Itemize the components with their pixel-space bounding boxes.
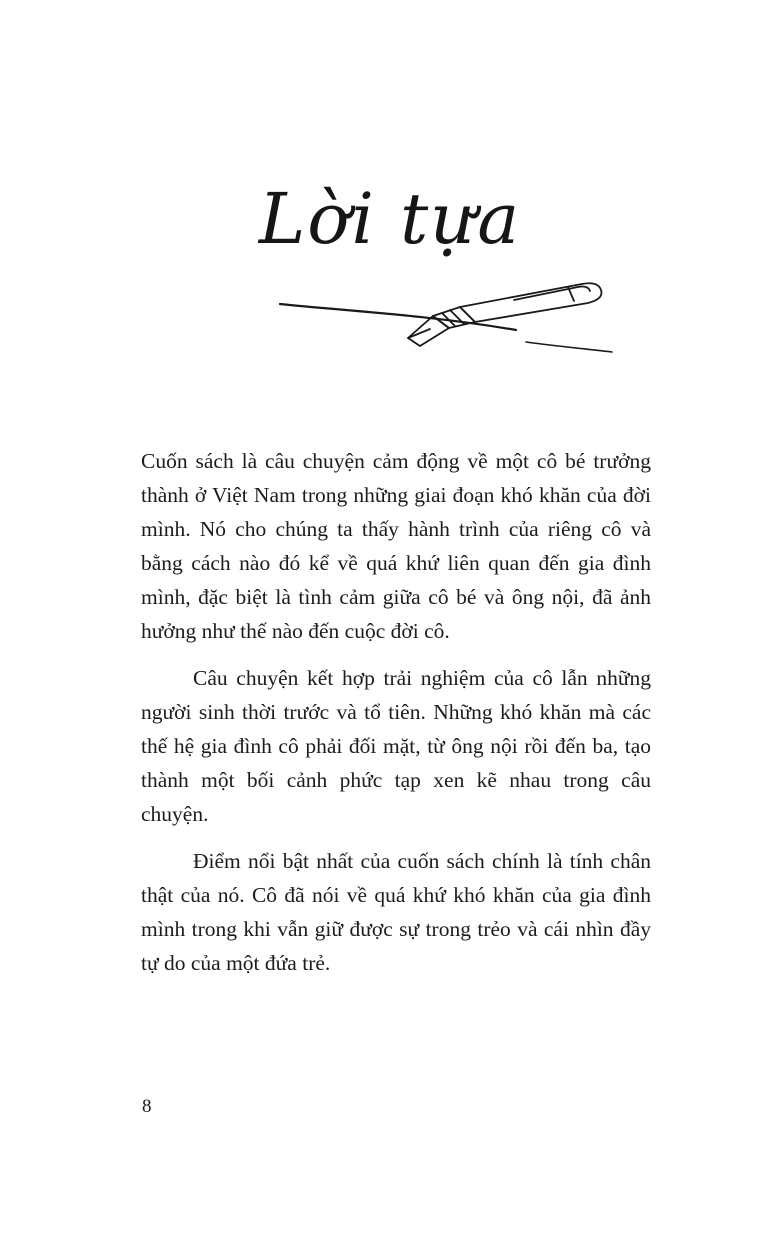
paragraph: Cuốn sách là câu chuyện cảm động về một cô bé trưởng thành ở Việt Nam trong những giai đoạn khó khăn của đời mình. Nó cho chúng ta thấy hành trình của riêng cô và bằng cách nào đó kể về quá khứ liên quan đến gia đình mình, đặc biệt là tình cảm giữa cô bé và ông nội, đã ảnh hưởng như thế nào đến cuộc đời cô. [141,449,651,643]
fountain-pen-icon [278,278,618,362]
paragraph: Câu chuyện kết hợp trải nghiệm của cô lẫn những người sinh thời trước và tổ tiên. Những khó khăn mà các thế hệ gia đình cô phải đối mặt, từ ông nội rồi đến ba, tạo thành một bối cảnh phức tạp xen kẽ nhau trong câu chuyện. [141,666,651,826]
paragraph: Điểm nổi bật nhất của cuốn sách chính là tính chân thật của nó. Cô đã nói về quá khứ khó khăn của gia đình mình trong khi vẫn giữ được sự trong trẻo và cái nhìn đầy tự do của một đứa trẻ. [141,849,651,975]
page-content [141,444,651,993]
page-number: 8 [142,1096,152,1117]
chapter-title: Lời tựa [258,178,522,260]
